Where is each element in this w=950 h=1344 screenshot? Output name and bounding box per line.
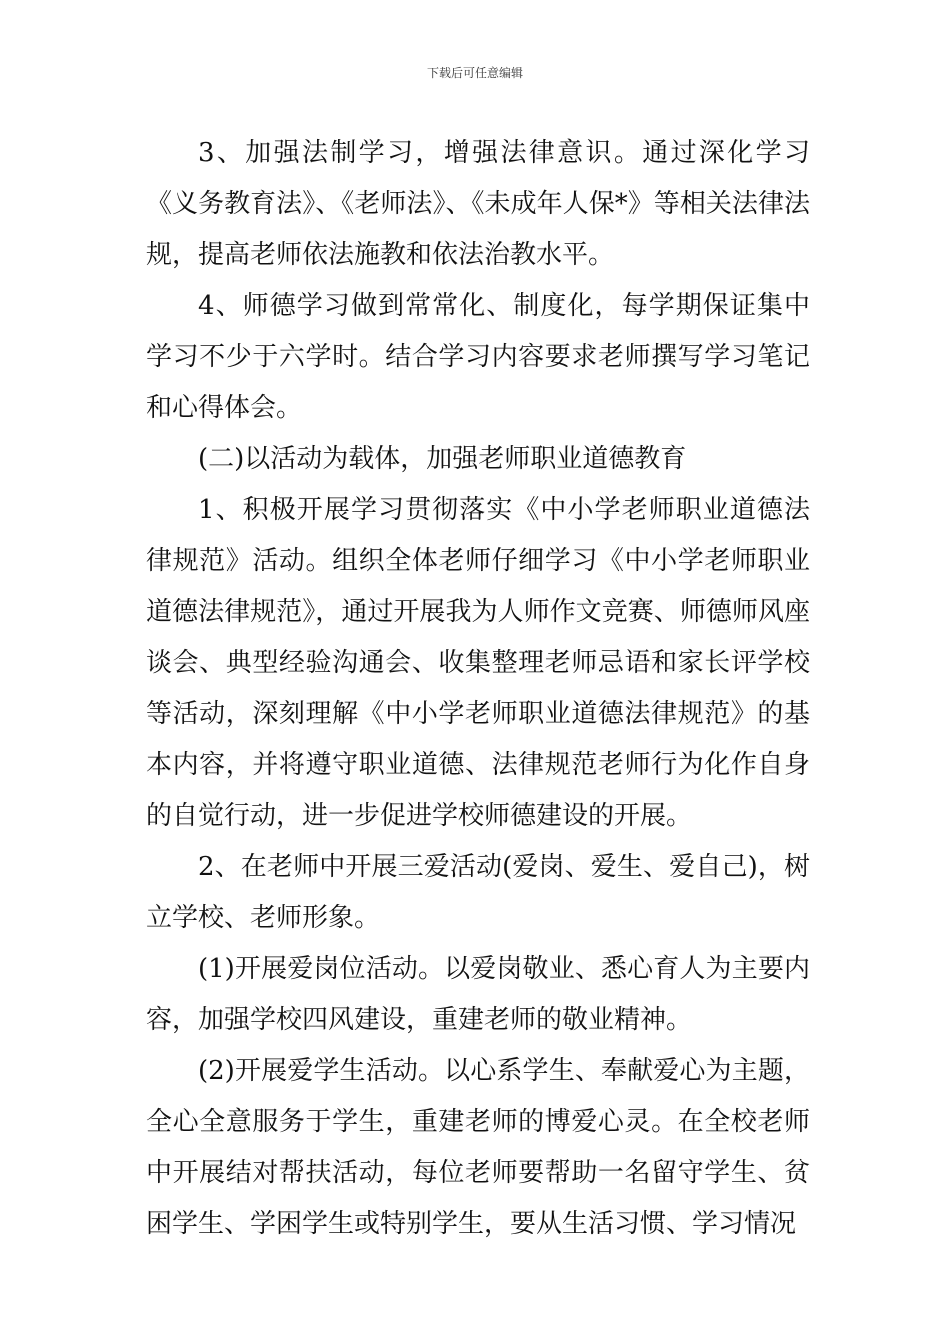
page-header-note: 下载后可任意编辑 <box>426 66 523 80</box>
paragraph-6: (2)开展爱学生活动。以心系学生、奉献爱心为主题，全心全意服务于学生，重建老师的博爱心灵。在全校老师中开展结对帮扶活动，每位老师要帮助一名留守学生、贫困学生、学困学生或特别学生，要从生活习惯、学习情况 <box>146 1056 810 1239</box>
section-heading: (二)以活动为载体，加强老师职业道德教育 <box>198 444 687 474</box>
paragraph-4: 2、在老师中开展三爱活动(爱岗、爱生、爱自己)，树立学校、老师形象。 <box>146 852 810 933</box>
paragraph-3: 1、积极开展学习贯彻落实《中小学老师职业道德法律规范》活动。组织全体老师仔细学习《中小学老师职业道德法律规范》，通过开展我为人师作文竞赛、师德师风座谈会、典型经验沟通会、收集整理老师忌语和家长评学校等活动，深刻理解《中小学老师职业道德法律规范》的基本内容，并将遵守职业道德、法律规范老师行为化作自身的自觉行动，进一步促进学校师德建设的开展。 <box>146 495 810 831</box>
document-body <box>146 128 810 1250</box>
paragraph-5: (1)开展爱岗位活动。以爱岗敬业、悉心育人为主要内容，加强学校四风建设，重建老师的敬业精神。 <box>146 954 810 1035</box>
paragraph-2: 4、师德学习做到常常化、制度化，每学期保证集中学习不少于六学时。结合学习内容要求老师撰写学习笔记和心得体会。 <box>146 291 810 423</box>
paragraph-1: 3、加强法制学习，增强法律意识。通过深化学习《义务教育法》、《老师法》、《未成年人保*》等相关法律法规，提高老师依法施教和依法治教水平。 <box>146 138 810 270</box>
